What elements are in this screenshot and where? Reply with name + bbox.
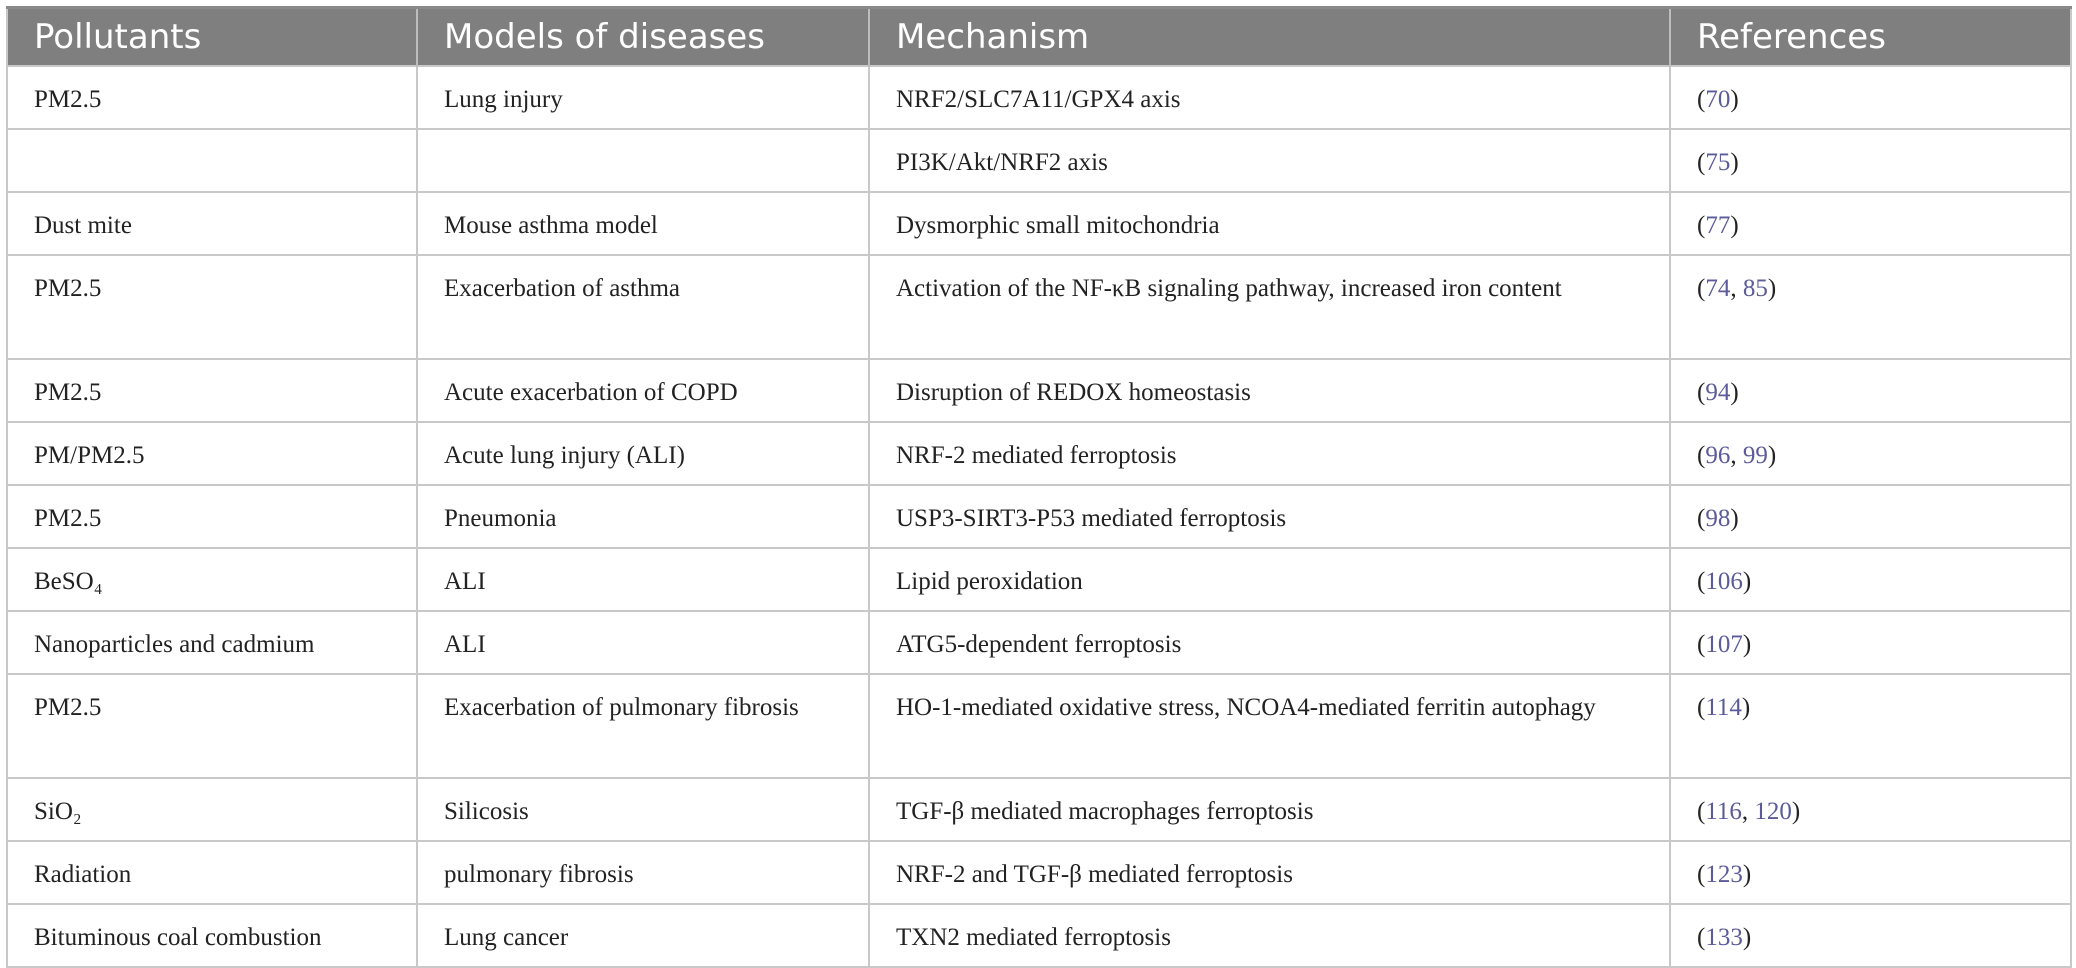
reference-link[interactable]: 116 [1705,798,1742,825]
cell-references: (116, 120) [1670,778,2071,841]
reference-link[interactable]: 120 [1754,798,1792,825]
header-models-of-diseases: Models of diseases [417,8,869,67]
header-pollutants: Pollutants [7,8,417,67]
cell-mechanism: NRF-2 mediated ferroptosis [869,422,1670,485]
cell-references: (74, 85) [1670,255,2071,359]
reference-link[interactable]: 77 [1705,212,1731,239]
cell-mechanism: Dysmorphic small mitochondria [869,192,1670,255]
reference-link[interactable]: 70 [1705,86,1731,113]
cell-pollutant [7,129,417,192]
cell-pollutant: PM2.5 [7,255,417,359]
reference-link[interactable]: 99 [1742,442,1768,469]
cell-model: Mouse asthma model [417,192,869,255]
reference-link[interactable]: 133 [1705,924,1743,951]
cell-mechanism: Lipid peroxidation [869,548,1670,611]
cell-pollutant: BeSO₄ [7,548,417,611]
cell-references: (96, 99) [1670,422,2071,485]
reference-link[interactable]: 94 [1705,379,1731,406]
cell-references: (107) [1670,611,2071,674]
table-row [7,548,2071,611]
cell-pollutant: PM2.5 [7,674,417,778]
cell-references: (98) [1670,485,2071,548]
cell-model: Exacerbation of asthma [417,255,869,359]
table-row [7,359,2071,422]
cell-references: (114) [1670,674,2071,778]
header-mechanism: Mechanism [869,8,1670,67]
table-row [7,778,2071,841]
pollutants-table [6,6,2072,968]
cell-mechanism: Disruption of REDOX homeostasis [869,359,1670,422]
cell-references: (106) [1670,548,2071,611]
reference-link[interactable]: 107 [1705,631,1743,658]
cell-pollutant: Dust mite [7,192,417,255]
cell-model: Acute lung injury (ALI) [417,422,869,485]
table-row [7,129,2071,192]
cell-pollutant: Nanoparticles and cadmium [7,611,417,674]
cell-mechanism: NRF2/SLC7A11/GPX4 axis [869,66,1670,129]
reference-link[interactable]: 98 [1705,505,1731,532]
cell-references: (133) [1670,904,2071,967]
reference-link[interactable]: 123 [1705,861,1743,888]
cell-references: (75) [1670,129,2071,192]
cell-pollutant: SiO₂ [7,778,417,841]
cell-model: Silicosis [417,778,869,841]
cell-pollutant: Bituminous coal combustion [7,904,417,967]
cell-model: Lung cancer [417,904,869,967]
cell-pollutant: PM2.5 [7,359,417,422]
cell-mechanism: TGF-β mediated macrophages ferroptosis [869,778,1670,841]
reference-link[interactable]: 106 [1705,568,1743,595]
table-row [7,255,2071,359]
cell-model: pulmonary fibrosis [417,841,869,904]
table-row [7,192,2071,255]
table-header-row [7,8,2071,67]
cell-mechanism: Activation of the NF-κB signaling pathway, increased iron content [869,255,1670,359]
cell-model [417,129,869,192]
cell-mechanism: PI3K/Akt/NRF2 axis [869,129,1670,192]
cell-references: (94) [1670,359,2071,422]
reference-link[interactable]: 96 [1705,442,1731,469]
table-container [6,6,2070,968]
table-row [7,841,2071,904]
cell-mechanism: ATG5-dependent ferroptosis [869,611,1670,674]
cell-mechanism: HO-1-mediated oxidative stress, NCOA4-mediated ferritin autophagy [869,674,1670,778]
cell-model: ALI [417,548,869,611]
table-row [7,485,2071,548]
cell-mechanism: USP3-SIRT3-P53 mediated ferroptosis [869,485,1670,548]
reference-link[interactable]: 85 [1742,275,1768,302]
table-row [7,66,2071,129]
table-row [7,611,2071,674]
cell-references: (70) [1670,66,2071,129]
cell-pollutant: PM2.5 [7,485,417,548]
cell-model: Acute exacerbation of COPD [417,359,869,422]
cell-model: Exacerbation of pulmonary fibrosis [417,674,869,778]
header-references: References [1670,8,2071,67]
cell-pollutant: Radiation [7,841,417,904]
reference-link[interactable]: 75 [1705,149,1731,176]
cell-references: (123) [1670,841,2071,904]
table-row [7,904,2071,967]
cell-model: ALI [417,611,869,674]
reference-link[interactable]: 114 [1705,694,1742,721]
table-row [7,674,2071,778]
cell-pollutant: PM/PM2.5 [7,422,417,485]
cell-model: Lung injury [417,66,869,129]
reference-link[interactable]: 74 [1705,275,1731,302]
cell-references: (77) [1670,192,2071,255]
cell-model: Pneumonia [417,485,869,548]
table-row [7,422,2071,485]
cell-mechanism: NRF-2 and TGF-β mediated ferroptosis [869,841,1670,904]
cell-pollutant: PM2.5 [7,66,417,129]
cell-mechanism: TXN2 mediated ferroptosis [869,904,1670,967]
